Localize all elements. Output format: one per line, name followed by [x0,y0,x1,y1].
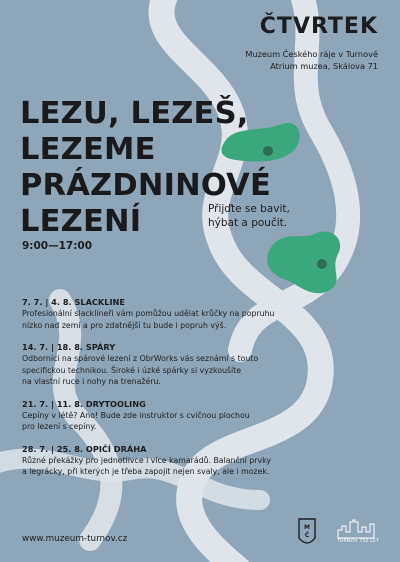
description-line: a legrácky, při kterých je třeba zapojit nejen svaly, ale i mozek. [22,467,270,476]
event-time: 9:00—17:00 [22,240,93,252]
event-item [22,443,352,478]
tagline [208,202,290,230]
day-heading: ČTVRTEK [259,14,378,39]
event-description [22,353,352,388]
description-line: Různé překážky pro jednotlivce i více kamarádů. Balanční prvky [22,455,271,465]
description-line: na vlastní ruce i nohy na trenažéru. [22,377,161,386]
title-line: PRÁZDNINOVÉ [20,168,272,203]
turnov-logo-text: TURNOV 750 LET [336,539,380,544]
event-description [22,308,352,331]
tagline-line: Přijďte se bavit, [208,203,290,215]
website-link[interactable]: www.muzeum-turnov.cz [22,534,128,544]
description-line: Odborníci na spárové lezení z ObrWorks vás seznámí s touto [22,354,259,363]
event-heading: 21. 7. | 11. 8. DRYTOOLING [22,398,146,409]
tagline-line: hýbat a poučit. [208,217,288,229]
event-heading: 28. 7. | 25. 8. OPIČÍ DRÁHA [22,443,147,454]
description-line: specifickou technikou. Široké i úzké spárky si vyzkoušíte [22,365,241,375]
description-line: nízko nad zemí a pro zdatnější tu bude i popruh výš. [22,320,227,330]
event-heading: 7. 7. | 4. 8. SLACKLINE [22,297,125,307]
description-line: Profesionální slacklineři vám pomůžou udělat krůčky na popruhu [22,309,275,318]
svg-text:M: M [304,524,310,531]
museum-logo-icon [298,518,316,548]
climbing-hold-lower [267,231,340,293]
event-list [22,296,352,488]
venue-name: Muzeum Českého ráje v Turnově [245,49,378,59]
svg-text:Č: Č [304,532,310,539]
description-line: pro lezení s cepíny. [22,422,97,431]
event-description [22,455,352,478]
venue-info [245,48,378,72]
event-description [22,410,352,433]
title-line: LEZEME [20,132,156,167]
event-heading: 14. 7. | 18. 8. SPÁRY [22,342,116,352]
description-line: Cepíny v létě? Ano! Bude zde instruktor s cvičnou plochou [22,410,250,420]
venue-address: Atrium muzea, Skálova 71 [270,61,378,71]
title-line: LEZU, LEZEŠ, [20,96,249,131]
event-item [22,341,352,388]
event-item [22,296,352,331]
event-item [22,398,352,433]
title-line: LEZENÍ [20,204,142,239]
